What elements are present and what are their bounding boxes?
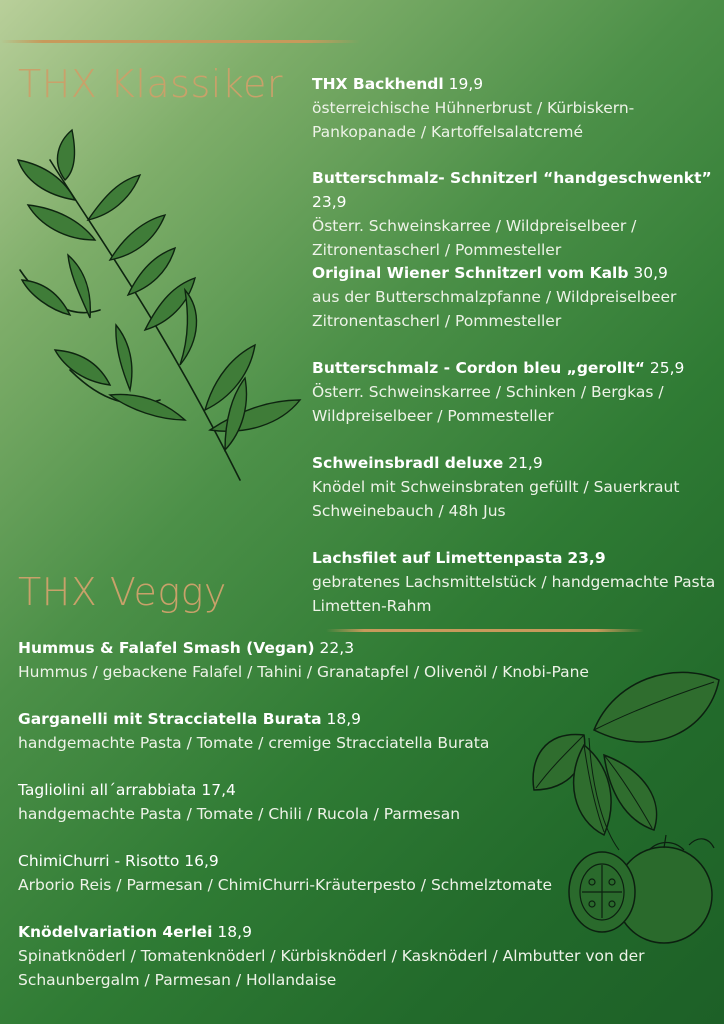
menu-item-cordon-bleu: Butterschmalz - Cordon bleu „gerollt“ 25,9 Österr. Schweinskarree / Schinken / Bergkas / Wildpreiselbeer / Pommesteller	[312, 359, 685, 425]
section-title-klassiker: THX Klassiker	[18, 62, 283, 106]
menu-item-lachsfilet: Lachsfilet auf Limettenpasta 23,9 gebratenes Lachsmittelstück / handgemachte Pasta Limetten-Rahm	[312, 549, 716, 615]
menu-item-wiener-schnitzerl: Original Wiener Schnitzerl vom Kalb 30,9 aus der Butterschmalzpfanne / Wildpreiselbeer Zitronentascherl / Pommesteller	[312, 264, 677, 330]
middle-divider	[326, 629, 644, 632]
menu-item-butterschmalz-schnitzerl: Butterschmalz- Schnitzerl “handgeschwenkt” 23,9 Österr. Schweinskarree / Wildpreiselbeer / Zitronentascherl / Pommesteller	[312, 169, 712, 259]
section-title-veggy: THX Veggy	[18, 570, 227, 614]
menu-item-chimichurri-risotto: ChimiChurri - Risotto 16,9 Arborio Reis / Parmesan / ChimiChurri-Kräuterpesto / Schmelztomate	[18, 852, 552, 894]
menu-item-hummus-falafel: Hummus & Falafel Smash (Vegan) 22,3 Hummus / gebackene Falafel / Tahini / Granatapfel / Olivenöl / Knobi-Pane	[18, 639, 589, 681]
menu-item-backhendl: THX Backhendl 19,9 österreichische Hühnerbrust / Kürbiskern- Pankopanade / Kartoffelsalatcremé	[312, 75, 635, 141]
menu-item-schweinsbradl: Schweinsbradl deluxe 21,9 Knödel mit Schweinsbraten gefüllt / Sauerkraut Schweinebauch / 48h Jus	[312, 454, 680, 520]
menu-item-garganelli: Garganelli mit Stracciatella Burata 18,9 handgemachte Pasta / Tomate / cremige Stracciatella Burata	[18, 710, 490, 752]
top-divider	[0, 40, 360, 43]
rosemary-sprig-drawing	[10, 120, 310, 490]
menu-item-tagliolini: Tagliolini all´arrabbiata 17,4 handgemachte Pasta / Tomate / Chili / Rucola / Parmesan	[18, 781, 461, 823]
menu-item-knoedelvariation: Knödelvariation 4erlei 18,9 Spinatknöderl / Tomatenknöderl / Kürbisknöderl / Kasknöderl / Almbutter von der Schaunbergalm / Parmesan / Hollandaise	[18, 923, 645, 989]
